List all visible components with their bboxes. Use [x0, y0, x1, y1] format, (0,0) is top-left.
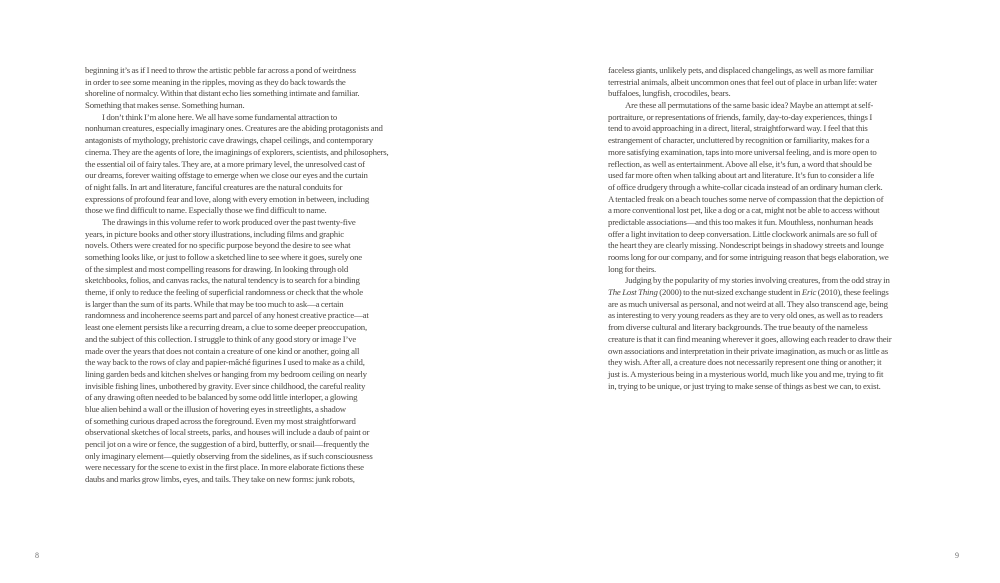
text-line: pencil jot on a wire or fence, the suggestion of a bird, butterfly, or snail—frequently the — [85, 439, 370, 449]
text-line: portraiture, or representations of friends, family, day-to-day experiences, things I — [608, 111, 873, 122]
text-line: Are these all permutations of the same basic idea? Maybe an attempt at self- — [625, 100, 874, 111]
text-line: antagonists of mythology, prehistoric cave drawings, chapel ceilings, and contemporary — [85, 135, 373, 146]
text-line: sketchbooks, folios, and canvas racks, the natural tendency is to search for a binding — [85, 275, 360, 286]
text-line: The drawings in this volume refer to work produced over the past twenty-five — [102, 216, 356, 227]
text-line: made over the years that does not contain a creature of one kind or another, going all — [85, 345, 360, 356]
text-line: daubs and marks grow limbs, eyes, and tails. They take on new forms: junk robots, — [85, 474, 355, 485]
text-line: Judging by the popularity of my stories involving creatures, from the odd stray in — [625, 275, 890, 286]
text-line: of night falls. In art and literature, fanciful creatures are the natural conduits for — [85, 181, 343, 192]
right-page — [500, 0, 1000, 583]
text-line: estrangement of character, uncluttered by recognition or familiarity, makes for a — [608, 135, 870, 146]
text-line: from diverse cultural and literary backgrounds. The true beauty of the nameless — [608, 322, 868, 333]
text-line: Something that makes sense. Something human. — [85, 100, 245, 111]
text-line: expressions of profound fear and love, along with every emotion in between, including — [85, 193, 370, 204]
text-line: just is. A mysterious being in a mysterious world, much like you and me, trying to fit — [608, 368, 884, 379]
text-line: of any drawing often needed to be balanced by some odd little interloper, a glowing — [85, 392, 358, 403]
paragraph — [608, 65, 938, 100]
right-page-text — [608, 65, 938, 392]
text-line: buffaloes, lungfish, crocodiles, bears. — [608, 88, 731, 99]
text-line: is larger than the sum of its parts. While that may be too much to ask—a certain — [85, 298, 344, 309]
paragraph — [85, 112, 415, 217]
text-line: novels. Others were created for no specific purpose beyond the desire to see what — [85, 240, 351, 251]
text-line: invisible fishing lines, unbothered by gravity. Ever since childhood, the careful reality — [85, 380, 366, 391]
paragraph — [85, 65, 415, 112]
text-line: more satisfying examination, taps into more universal feeling, and is more open to — [608, 146, 877, 157]
text-line: the heart they are clearly missing. Nondescript beings in shadowy streets and lounge — [608, 240, 884, 251]
left-page-text — [85, 65, 415, 486]
text-line: The Lost Thing (2000) to the nut-sized exchange student in Eric (2010), these feelings — [608, 287, 889, 298]
text-line: rooms long for our company, and for some intriguing reason that begs elaboration, we — [608, 252, 889, 262]
text-line: theme, if only to reduce the feeling of superficial randomness or check that the whole — [85, 287, 363, 298]
text-line: our dreams, forever waiting offstage to emerge when we close our eyes and the curtain — [85, 170, 368, 181]
text-line: they wish. After all, a creature does not necessarily represent one thing or another; it — [608, 357, 882, 368]
text-line: years, in picture books and other story illustrations, including films and graphic — [85, 228, 344, 239]
text-line: are as much universal as personal, and not weird at all. They also transcend age, being — [608, 298, 888, 309]
paragraph — [608, 275, 938, 392]
page-number-left: 8 — [35, 551, 39, 560]
text-line: observational sketches of local streets, parks, and houses will include a daub of paint or — [85, 427, 370, 438]
text-line: in order to see some meaning in the ripples, moving as they do back towards the — [85, 76, 346, 87]
text-line: beginning it’s as if I need to throw the artistic pebble far across a pond of weirdness — [85, 65, 356, 75]
text-line: the essential oil of fairy tales. They are, at a more primary level, the unresolved cast of — [85, 158, 365, 169]
text-line: lining garden beds and kitchen shelves or hanging from my bedroom ceiling on nearly — [85, 368, 367, 379]
text-line: the way back to the rows of clay and papier-mâché figurines I used to make as a child, — [85, 357, 365, 368]
text-line: and the subject of this collection. I struggle to think of any good story or image I’ve — [85, 333, 357, 344]
text-line: own associations and interpretation in their private imagination, as much or as little as — [608, 345, 888, 356]
text-line: as interesting to very young readers as they are to very old ones, as well as to readers — [608, 310, 883, 321]
text-line: faceless giants, unlikely pets, and displaced changelings, as well as more familiar — [608, 65, 874, 75]
text-line: those we find difficult to name. Especially those we find difficult to name. — [85, 205, 327, 216]
text-line: of something curious draped across the foreground. Even my most straightforward — [85, 415, 356, 426]
text-line: used far more often when talking about art and literature. It’s fun to consider a life — [608, 170, 875, 181]
text-line: of office drudgery through a white-collar cicada instead of an ordinary human clerk. — [608, 181, 883, 192]
text-line: a more conventional lost pet, like a dog or a cat, might not be able to access without — [608, 205, 880, 216]
text-line: offer a light invitation to deep conversation. Little clockwork animals are so full of — [608, 228, 878, 239]
text-line: of the simplest and most compelling reasons for drawing. In looking through old — [85, 263, 349, 274]
paragraph — [608, 100, 938, 275]
text-line: nonhuman creatures, especially imaginary ones. Creatures are the abiding protagonists and — [85, 123, 383, 134]
text-line: A tentacled freak on a beach touches some nerve of compassion that the depiction of — [608, 193, 884, 204]
text-line: randomness and incoherence seems part and parcel of any honest creative practice—at — [85, 310, 369, 321]
text-line: least one element persists like a recurring dream, a clue to some deeper preoccupation, — [85, 322, 367, 333]
text-line: creature is that it can find meaning wherever it goes, allowing each reader to draw their — [608, 333, 892, 344]
text-line: I don’t think I’m alone here. We all have some fundamental attraction to — [102, 111, 338, 122]
text-line: were necessary for the scene to exist in the first place. In more elaborate fictions these — [85, 462, 364, 473]
paragraph — [85, 217, 415, 486]
page-number-right: 9 — [955, 551, 959, 560]
text-line: only imaginary element—quietly observing from the sidelines, as if such consciousness — [85, 450, 373, 461]
text-line: tend to avoid approaching in a direct, literal, straightforward way. I feel that this — [608, 123, 868, 134]
text-line: terrestrial animals, albeit uncommon ones that feel out of place in urban life: water — [608, 76, 877, 87]
text-line: predictable associations—and this too makes it fun. Mouthless, nonhuman heads — [608, 216, 874, 227]
text-line: blue alien behind a wall or the illusion of hovering eyes in streetlights, a shadow — [85, 403, 346, 414]
text-line: something looks like, or just to follow a sketched line to see where it goes, surely one — [85, 252, 362, 262]
text-line: reflection, as well as entertainment. Above all else, it’s fun, a word that should be — [608, 158, 872, 169]
text-line: long for theirs. — [608, 263, 657, 274]
text-line: in, trying to be unique, or just trying to make sense of things as best we can, to exist. — [608, 380, 881, 391]
text-line: cinema. They are the agents of lore, the imaginings of explorers, scientists, and philosophers, — [85, 146, 389, 157]
text-line: shoreline of normalcy. Within that distant echo lies something intimate and familiar. — [85, 88, 360, 99]
